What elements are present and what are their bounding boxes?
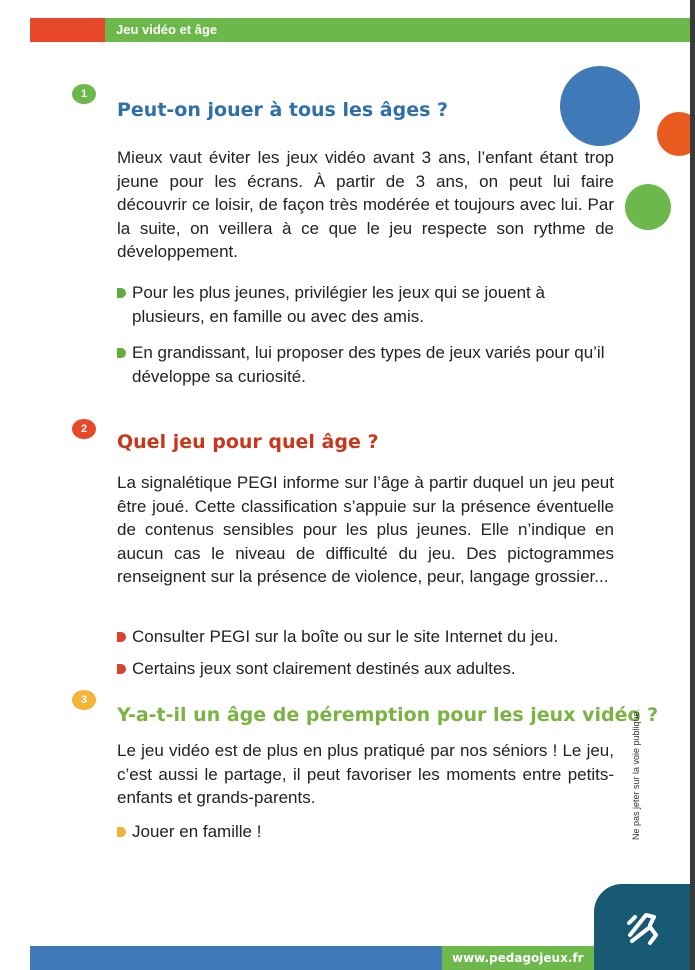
page-edge-shadow — [690, 0, 695, 970]
bullet-marker — [117, 664, 126, 674]
section-1-bullet-1: Pour les plus jeunes, privilégier les jeux qui se jouent à plusieurs, en famille ou avec des amis. — [117, 281, 614, 328]
header-red-band — [30, 18, 105, 42]
section-3-title: Y-a-t-il un âge de péremption pour les jeux vidéo ? — [117, 704, 659, 726]
decorative-green-circle — [625, 184, 671, 230]
section-2-title: Quel jeu pour quel âge ? — [117, 431, 379, 453]
decorative-blue-circle — [560, 66, 640, 146]
bullet-marker — [117, 827, 126, 837]
decorative-orange-circle — [657, 112, 690, 156]
section-1-title: Peut-on jouer à tous les âges ? — [117, 99, 449, 121]
section-3-number-badge: 3 — [72, 690, 96, 710]
footer-blue-band — [30, 946, 442, 970]
section-1-paragraph: Mieux vaut éviter les jeux vidéo avant 3 ans, l’enfant étant trop jeune pour les écrans. À partir de 3 ans, on peut lui faire découvrir ce loisir, de façon très modérée et toujours avec lui. Par la suite, on veillera à ce que le jeu respecte son rythme de développement. — [117, 148, 614, 261]
bullet-marker — [117, 288, 126, 298]
header-title: Jeu vidéo et âge — [116, 22, 218, 37]
section-3-paragraph: Le jeu vidéo est de plus en plus pratiqué par nos séniors ! Le jeu, c’est aussi le partage, il peut favoriser les moments entre petits-enfants et grands-parents. — [117, 741, 614, 807]
bullet-marker — [117, 632, 126, 642]
recycle-icon — [620, 905, 666, 951]
section-2-paragraph: La signalétique PEGI informe sur l’âge à partir duquel un jeu peut être joué. Cette classification s’appuie sur la présence éventuelle de contenus sensibles pour les plus jeunes. Elle n’indique en aucun cas le niveau de difficulté du jeu. Des pictogrammes renseignent sur la présence de violence, peur, langage grossier... — [117, 473, 614, 586]
section-2-bullet-2: Certains jeux sont clairement destinés aux adultes. — [117, 657, 614, 681]
side-note: Ne pas jeter sur la voie publique. — [631, 708, 641, 840]
section-1-number-badge: 1 — [72, 84, 96, 104]
bullet-marker — [117, 348, 126, 358]
section-3-bullet-1: Jouer en famille ! — [117, 820, 614, 844]
section-1-bullet-2: En grandissant, lui proposer des types de jeux variés pour qu’il développe sa curiosité. — [117, 341, 614, 388]
footer-url: www.pedagojeux.fr — [452, 951, 584, 965]
section-2-number-badge: 2 — [72, 419, 96, 439]
section-2-bullet-1: Consulter PEGI sur la boîte ou sur le site Internet du jeu. — [117, 625, 614, 649]
